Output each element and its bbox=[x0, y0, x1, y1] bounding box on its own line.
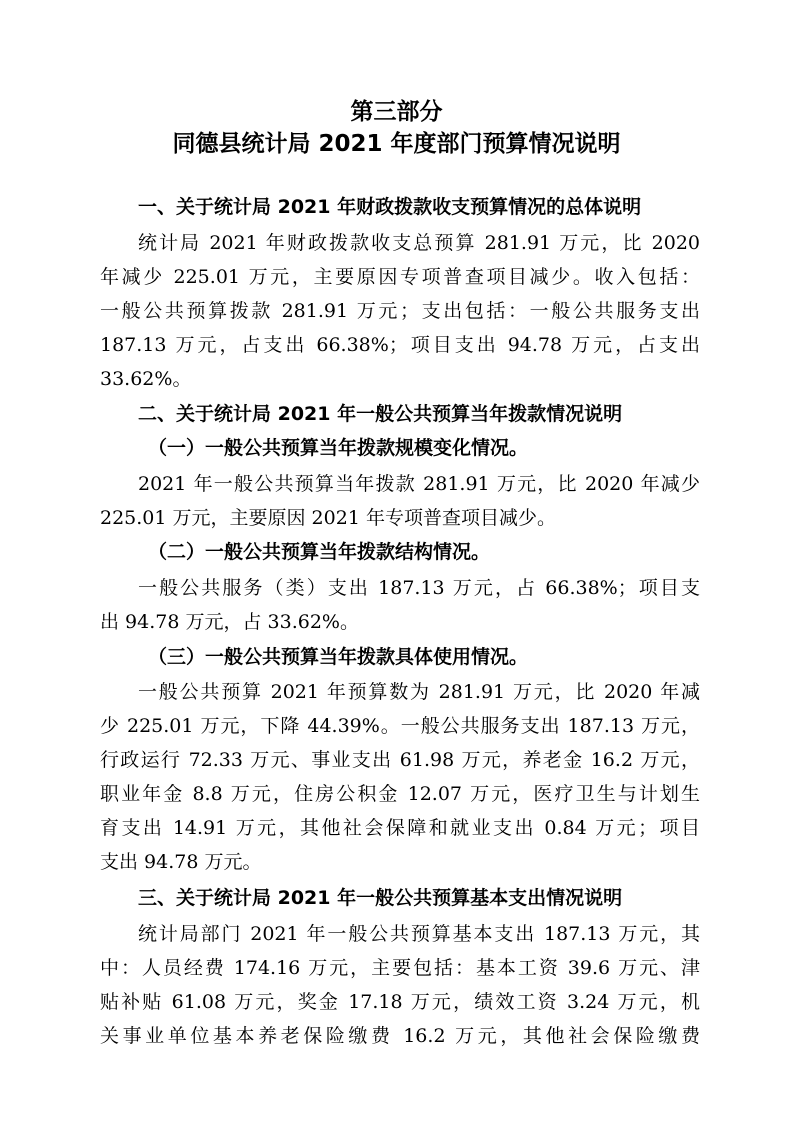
paragraph-line: 225.01 万元，主要原因 2021 年专项普查项目减少。 bbox=[100, 507, 556, 529]
paragraph-line: 2021 年一般公共预算当年拨款 281.91 万元，比 2020 年减少 bbox=[138, 473, 700, 495]
paragraph-line: 一般公共服务（类）支出 187.13 万元，占 66.38%；项目支 bbox=[138, 577, 700, 599]
document-title: 同德县统计局 2021 年度部门预算情况说明 bbox=[172, 131, 621, 157]
section2-heading: 二、关于统计局 2021 年一般公共预算当年拨款情况说明 bbox=[138, 403, 623, 425]
paragraph-line: 187.13 万元，占支出 66.38%；项目支出 94.78 万元，占支出 bbox=[100, 334, 700, 356]
paragraph-line: 职业年金 8.8 万元，住房公积金 12.07 万元，医疗卫生与计划生 bbox=[100, 783, 700, 805]
section2-sub3-heading: （三）一般公共预算当年拨款具体使用情况。 bbox=[148, 646, 529, 668]
section2-sub2-heading: （二）一般公共预算当年拨款结构情况。 bbox=[148, 541, 491, 563]
paragraph-line: 33.62%。 bbox=[100, 368, 192, 390]
paragraph-line: 年减少 225.01 万元，主要原因专项普查项目减少。收入包括： bbox=[100, 266, 700, 288]
paragraph-line: 统计局 2021 年财政拨款收支总预算 281.91 万元，比 2020 bbox=[138, 232, 700, 254]
paragraph-line: 育支出 14.91 万元，其他社会保障和就业支出 0.84 万元；项目 bbox=[100, 817, 700, 839]
section2-sub1-heading: （一）一般公共预算当年拨款规模变化情况。 bbox=[148, 437, 529, 459]
paragraph-line: 一般公共预算拨款 281.91 万元；支出包括：一般公共服务支出 bbox=[100, 300, 700, 322]
paragraph-line: 行政运行 72.33 万元、事业支出 61.98 万元，养老金 16.2 万元， bbox=[100, 749, 700, 771]
paragraph-line: 中：人员经费 174.16 万元，主要包括：基本工资 39.6 万元、津 bbox=[100, 957, 700, 979]
paragraph-line: 贴补贴 61.08 万元，奖金 17.18 万元，绩效工资 3.24 万元，机 bbox=[100, 991, 700, 1013]
section1-heading: 一、关于统计局 2021 年财政拨款收支预算情况的总体说明 bbox=[138, 196, 642, 218]
part-title: 第三部分 bbox=[350, 99, 443, 125]
paragraph-line: 关事业单位基本养老保险缴费 16.2 万元，其他社会保险缴费 bbox=[100, 1025, 700, 1047]
paragraph-line: 出 94.78 万元，占 33.62%。 bbox=[100, 611, 359, 633]
paragraph-line: 一般公共预算 2021 年预算数为 281.91 万元，比 2020 年减 bbox=[138, 681, 700, 703]
paragraph-line: 支出 94.78 万元。 bbox=[100, 851, 262, 873]
paragraph-line: 统计局部门 2021 年一般公共预算基本支出 187.13 万元，其 bbox=[138, 923, 700, 945]
paragraph-line: 少 225.01 万元，下降 44.39%。一般公共服务支出 187.13 万元， bbox=[100, 715, 700, 737]
section3-heading: 三、关于统计局 2021 年一般公共预算基本支出情况说明 bbox=[138, 887, 623, 909]
